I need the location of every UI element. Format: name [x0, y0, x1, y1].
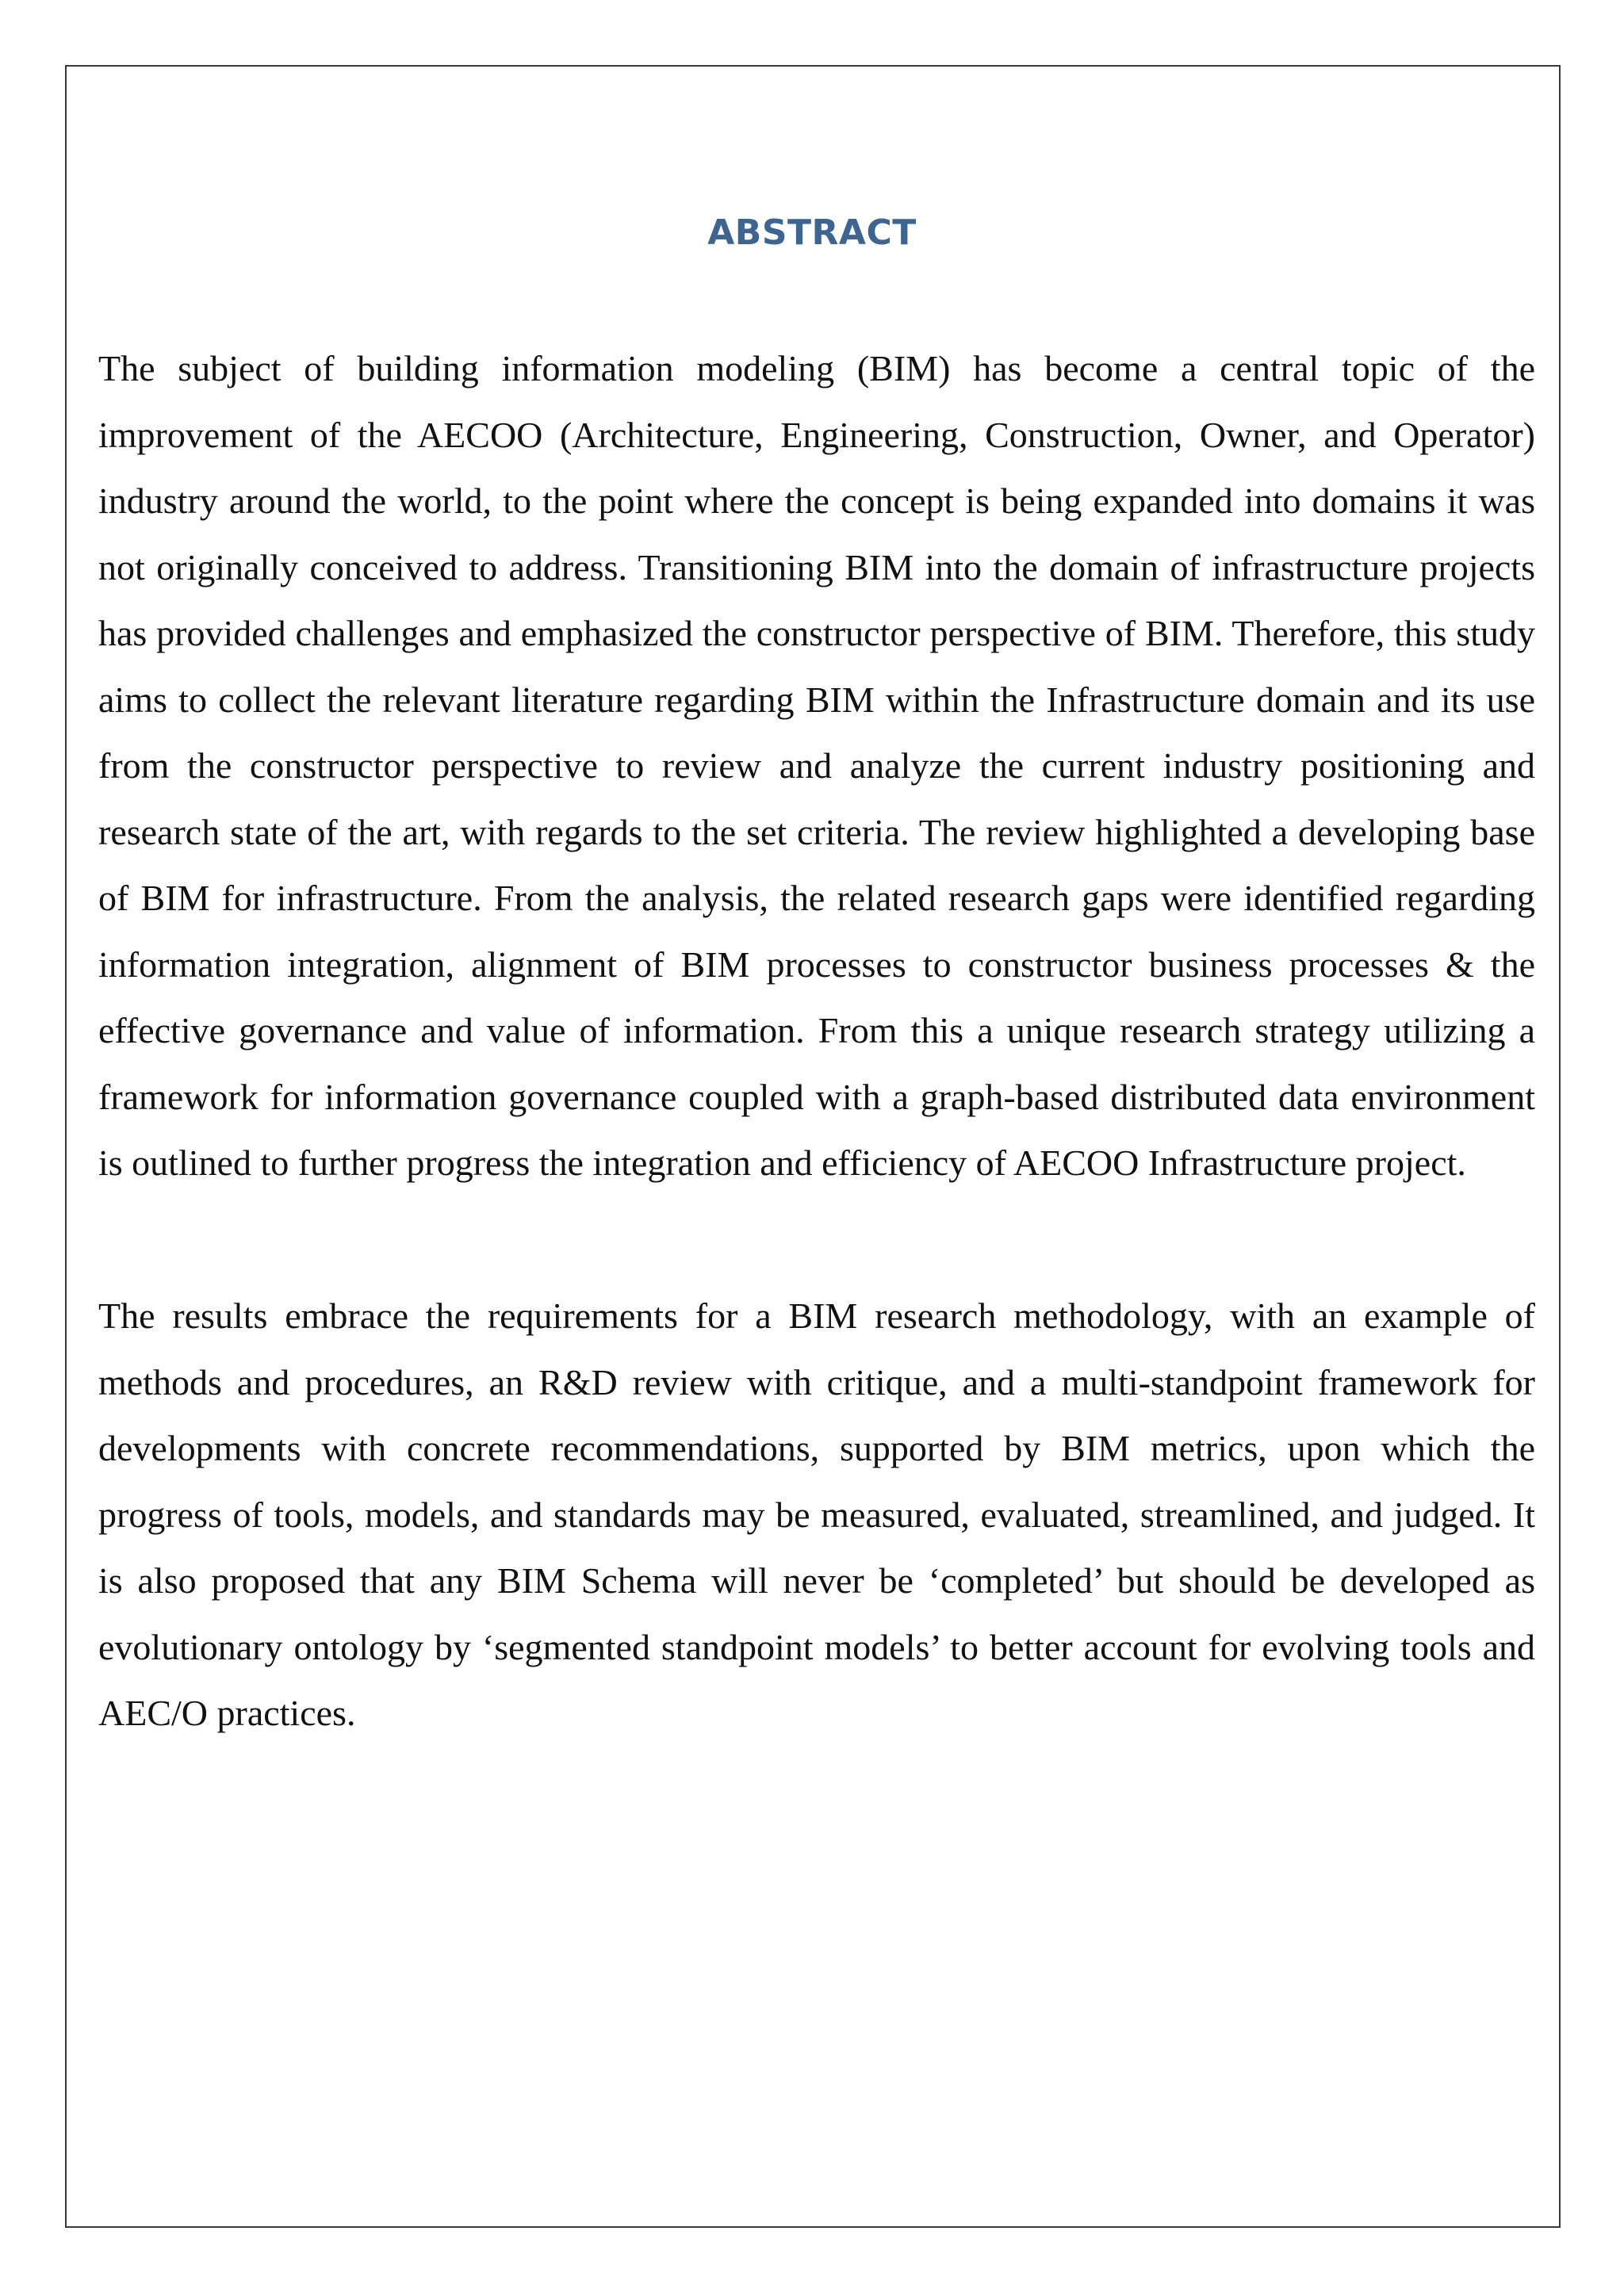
abstract-paragraph-2: The results embrace the requirements for a BIM research methodology, with an example of methods and procedures, an R&D review with critique, and a multi-standpoint framework for developments with concrete recommendations, supported by BIM metrics, upon which the progress of tools, models, and standards may be measured, evaluated, streamlined, and judged. It is also proposed that any BIM Schema will never be ‘completed’ but should be developed as evolutionary ontology by ‘segmented standpoint models’ to better account for evolving tools and AEC/O practices.: [98, 1295, 1535, 1733]
abstract-paragraph-1: The subject of building information modeling (BIM) has become a central topic of the improvement of the AECOO (Architecture, Engineering, Construction, Owner, and Operator) industry around the world, to the point where the concept is being expanded into domains it was not originally conceived to address. Transitioning BIM into the domain of infrastructure projects has provided challenges and emphasized the constructor perspective of BIM. Therefore, this study aims to collect the relevant literature regarding BIM within the Infrastructure domain and its use from the constructor perspective to review and analyze the current industry positioning and research state of the art, with regards to the set criteria. The review highlighted a developing base of BIM for infrastructure. From the analysis, the related research gaps were identified regarding information integration, alignment of BIM processes to constructor business processes & the effective governance and value of information. From this a unique research strategy utilizing a framework for information governance coupled with a graph-based distributed data environment is outlined to further progress the integration and efficiency of AECOO Infrastructure project.: [98, 348, 1535, 1183]
abstract-title: ABSTRACT: [707, 212, 917, 253]
